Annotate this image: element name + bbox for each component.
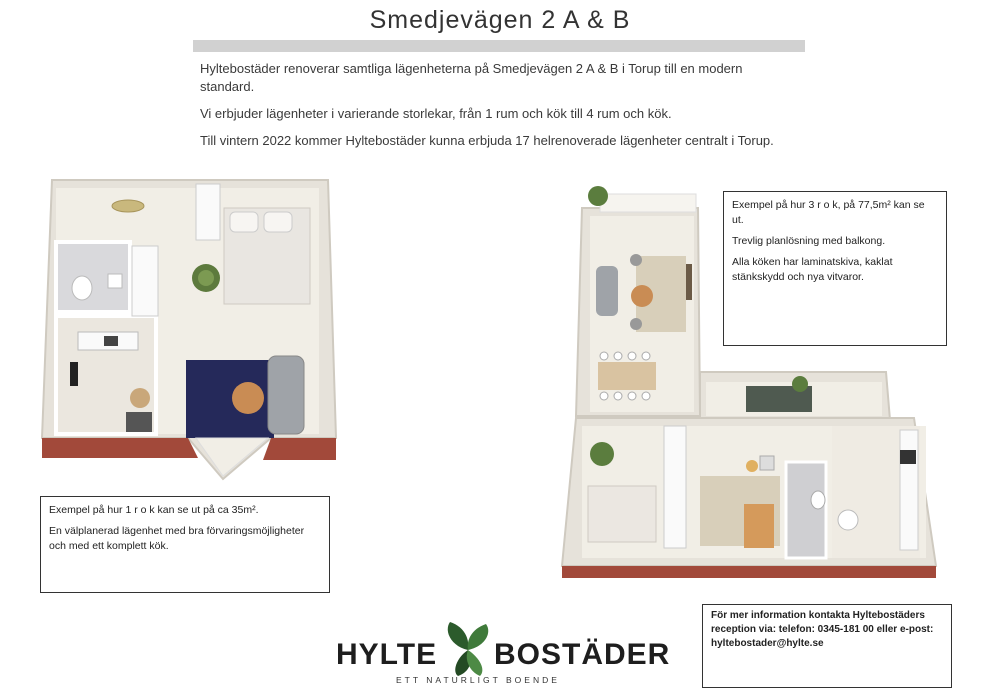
logo-tagline: ETT NATURLIGT BOENDE	[396, 675, 560, 685]
leaf-icon	[440, 620, 496, 678]
description-3rok-line2: Trevlig planlösning med balkong.	[732, 235, 886, 247]
contact-info	[702, 604, 952, 688]
page-title: Smedjevägen 2 A & B	[369, 6, 631, 34]
intro-paragraph-3: Till vintern 2022 kommer Hyltebostäder kunna erbjuda 17 helrenoverade lägenheter centralt i Torup.	[200, 133, 774, 148]
contact-email[interactable]: hyltebostader@hylte.se	[711, 638, 824, 649]
contact-line2: reception via: telefon: 0345-181 00 eller e-post:	[711, 624, 934, 635]
floorplan-1rok	[38, 176, 343, 486]
intro-paragraph-2: Vi erbjuder lägenheter i varierande storlekar, från 1 rum och kök till 4 rum och kök.	[200, 106, 672, 121]
description-1rok	[40, 496, 330, 593]
description-3rok-line3: Alla köken har laminatskiva, kaklat stänkskydd och nya vitvaror.	[732, 256, 893, 283]
description-1rok-line2: En välplanerad lägenhet med bra förvaringsmöjligheter och med ett komplett kök.	[49, 525, 305, 552]
hyltebostader-logo	[336, 620, 671, 688]
contact-line1: För mer information kontakta Hyltebostäders	[711, 610, 925, 621]
intro-text	[200, 60, 800, 159]
logo-word-bostader: BOSTÄDER	[494, 638, 671, 671]
logo-word-hylte: HYLTE	[336, 638, 438, 671]
description-3rok	[723, 191, 947, 346]
intro-paragraph-1: Hyltebostäder renoverar samtliga lägenheterna på Smedjevägen 2 A & B i Torup till en modern standard.	[200, 61, 743, 94]
title-divider	[193, 40, 805, 52]
description-1rok-line1: Exempel på hur 1 r o k kan se ut på ca 35m².	[49, 504, 259, 516]
description-3rok-line1: Exempel på hur 3 r o k, på 77,5m² kan se ut.	[732, 199, 925, 226]
